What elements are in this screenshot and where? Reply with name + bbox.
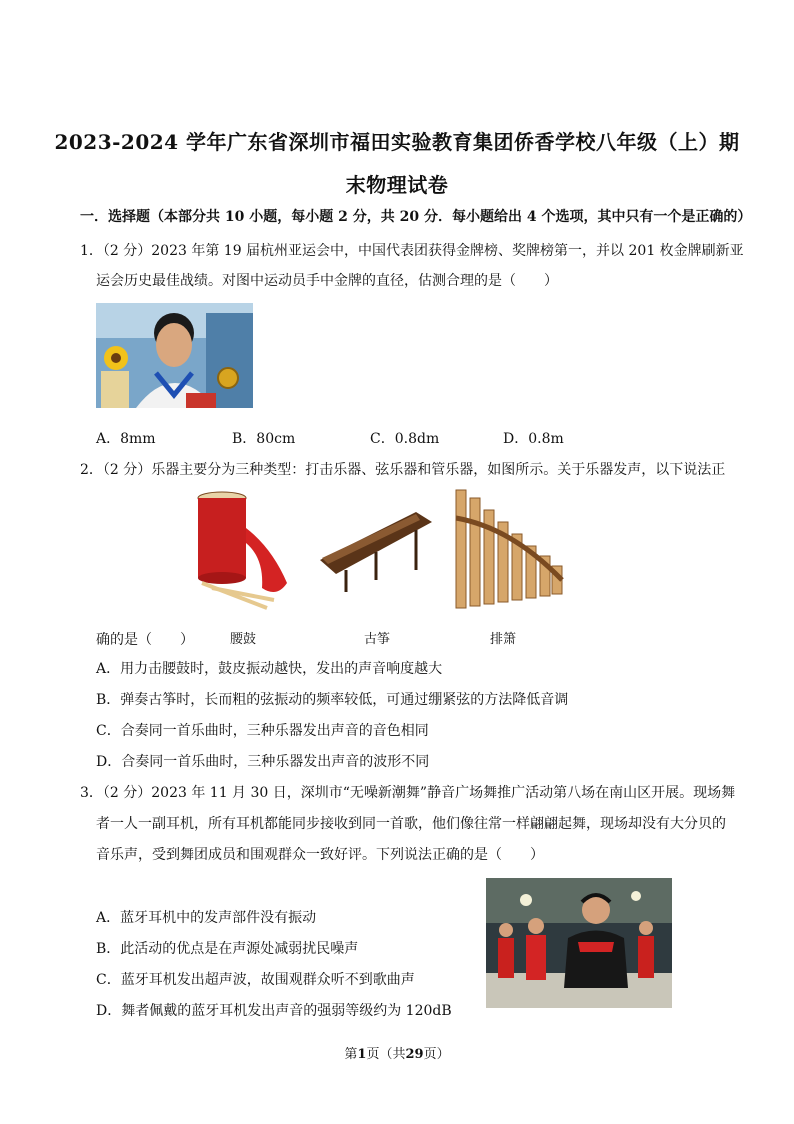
q3-stem-line3: 音乐声，受到舞团成员和围观群众一致好评。下列说法正确的是（ ） bbox=[96, 847, 544, 863]
footer-suffix: 页） bbox=[423, 1047, 450, 1062]
square-dance-photo bbox=[486, 878, 672, 1008]
footer-page-number: 1 bbox=[357, 1047, 367, 1062]
q1-option-c[interactable]: C．0.8dm bbox=[370, 431, 440, 447]
q3-option-b[interactable]: B．此活动的优点是在声源处减弱扰民噪声 bbox=[96, 941, 359, 957]
q2-option-c[interactable]: C．合奏同一首乐曲时，三种乐器发出声音的音色相同 bbox=[96, 723, 429, 739]
exam-title-line1: 2023-2024 学年广东省深圳市福田实验教育集团侨香学校八年级（上）期 bbox=[54, 130, 740, 154]
footer-total-pages: 29 bbox=[405, 1047, 424, 1062]
panpipe-image bbox=[452, 488, 564, 612]
q3-option-c[interactable]: C．蓝牙耳机发出超声波，故围观群众听不到歌曲声 bbox=[96, 972, 415, 988]
q1-option-b[interactable]: B．80cm bbox=[232, 431, 296, 447]
q2-option-a[interactable]: A．用力击腰鼓时，鼓皮振动越快，发出的声音响度越大 bbox=[96, 661, 443, 677]
q3-option-d[interactable]: D．舞者佩戴的蓝牙耳机发出声音的强弱等级约为 120dB bbox=[96, 1003, 452, 1019]
footer-prefix: 第 bbox=[344, 1047, 358, 1062]
q3-option-a[interactable]: A．蓝牙耳机中的发声部件没有振动 bbox=[96, 910, 317, 926]
q2-stem-line1: 2．（2 分）乐器主要分为三种类型：打击乐器、弦乐器和管乐器，如图所示。关于乐器发声，以下说法正 bbox=[80, 462, 726, 478]
caption-waist-drum: 腰鼓 bbox=[230, 632, 257, 647]
page-footer bbox=[0, 1043, 794, 1062]
waist-drum-image bbox=[192, 488, 304, 616]
q3-stem-line2: 者一人一副耳机，所有耳机都能同步接收到同一首歌，他们像往常一样翩翩起舞，现场却没有大分贝的 bbox=[96, 816, 726, 832]
q3-stem-line1: 3．（2 分）2023 年 11 月 30 日，深圳市“无噪新潮舞”静音广场舞推广活动第八场在南山区开展。现场舞 bbox=[80, 785, 736, 801]
q1-stem-line2: 运会历史最佳战绩。对图中运动员手中金牌的直径，估测合理的是（ ） bbox=[96, 273, 558, 289]
athlete-medal-photo bbox=[96, 303, 253, 408]
section-heading: 一．选择题（本部分共 10 小题，每小题 2 分，共 20 分．每小题给出 4 个选项，其中只有一个是正确的） bbox=[80, 209, 752, 225]
footer-mid: 页（共 bbox=[366, 1047, 406, 1062]
q1-option-a[interactable]: A．8mm bbox=[96, 431, 156, 447]
q2-option-d[interactable]: D．合奏同一首乐曲时，三种乐器发出声音的波形不同 bbox=[96, 754, 430, 770]
q2-option-b[interactable]: B．弹奏古筝时，长而粗的弦振动的频率较低，可通过绷紧弦的方法降低音调 bbox=[96, 692, 569, 708]
caption-panpipe: 排箫 bbox=[490, 632, 517, 647]
q1-option-d[interactable]: D．0.8m bbox=[503, 431, 564, 447]
q2-stem-line2: 确的是（ ） bbox=[96, 632, 194, 648]
guzheng-image bbox=[316, 500, 434, 598]
q1-stem-line1: 1．（2 分）2023 年第 19 届杭州亚运会中，中国代表团获得金牌榜、奖牌榜第一，并以 201 枚金牌刷新亚 bbox=[80, 243, 744, 259]
exam-title-line2: 末物理试卷 bbox=[345, 173, 449, 197]
caption-guzheng: 古筝 bbox=[364, 632, 391, 647]
